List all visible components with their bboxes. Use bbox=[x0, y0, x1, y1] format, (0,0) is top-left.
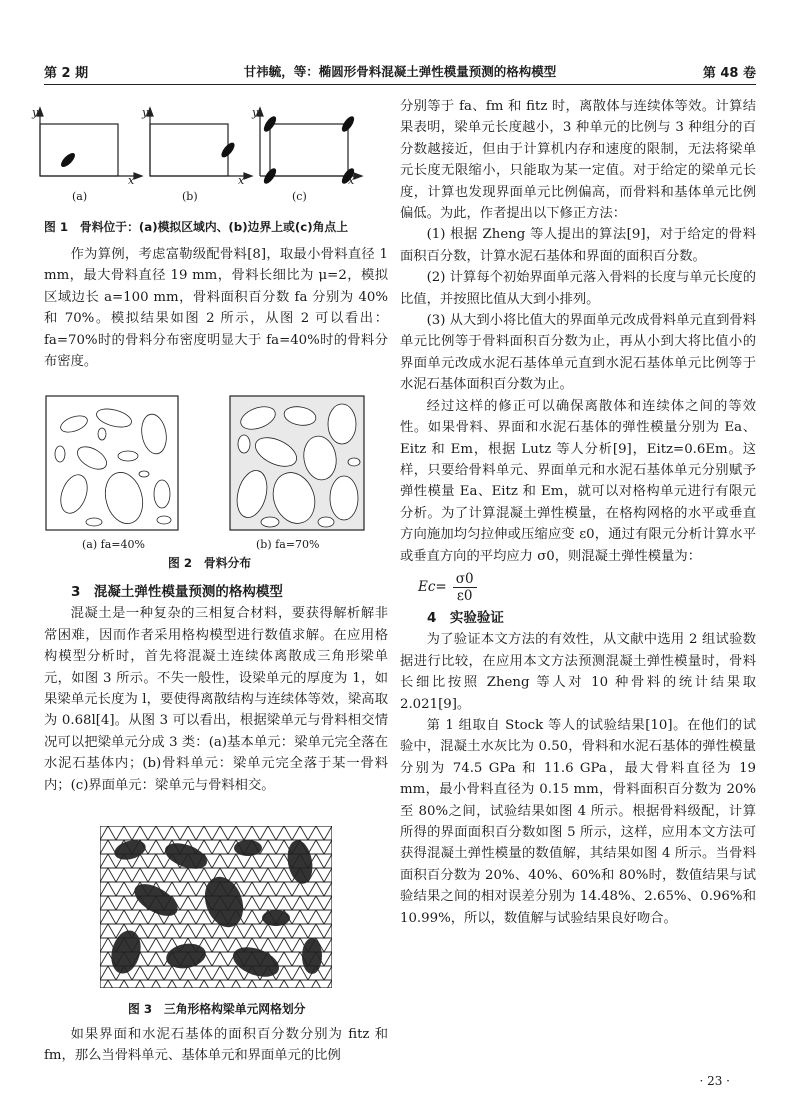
fig2-sub-b: (b) fa=70% bbox=[256, 538, 320, 551]
page-number: · 23 · bbox=[699, 1074, 730, 1088]
formula-numerator: σ0 bbox=[453, 571, 477, 588]
fig1-panel-b-label: (b) bbox=[182, 190, 198, 203]
paragraph-step-3: (3) 从大到小将比值大的界面单元改成骨料单元直到骨料单元比例等于骨料面积百分数为止，再从小到大将比值小的界面单元改成水泥石基体单元直到水泥石基体单元比例等于水泥石基体面积百分数为止。 bbox=[400, 313, 756, 393]
section-3-heading: 3 混凝土弹性模量预测的格构模型 bbox=[71, 584, 283, 600]
fig1-y-label-c: y bbox=[252, 106, 259, 119]
figure-3-lattice-mesh bbox=[100, 826, 332, 988]
fig1-x-label-a: x bbox=[128, 174, 135, 187]
paragraph-step-1: (1) 根据 Zheng 等人提出的算法[9]，对于给定的骨料面积百分数，计算水泥石基体和界面的面积百分数。 bbox=[400, 227, 756, 264]
left-column-top bbox=[44, 244, 388, 372]
left-column-middle bbox=[44, 582, 388, 796]
paragraph-step-2: (2) 计算每个初始界面单元落入骨料的长度与单元长度的比值，并按照比值从大到小排列。 bbox=[400, 270, 756, 307]
running-title: 甘祎毓，等：椭圆形骨料混凝土弹性模量预测的格构模型 bbox=[243, 64, 557, 79]
paragraph-stock-results: 第 1 组取自 Stock 等人的试验结果[10]。在他们的试验中，混凝土水灰比为 0.50，骨料和水泥石基体的弹性模量分别为 74.5 GPa 和 11.6 GPa，最大骨料直径为 19 mm，最小骨料直径为 0.15 mm，骨料面积百分数为 20%至 80%之间，试验结果如图 4 所示。根据骨料级配，计算所得的界面面积百分数如图 5 所示，这样，应用本文方法可获得混凝土弹性模量的数值解，其结果如图 4 所示。当骨料面积百分数为 20%、40%、60%和 80%时，数值结果与试验结果之间的相对误差分别为 14.48%、2.65%、0.96%和 10.99%，所以，数值解与试验结果良好吻合。 bbox=[400, 717, 756, 926]
figure-2-aggregate-distribution bbox=[44, 394, 384, 534]
paragraph-modulus-method: 经过这样的修正可以确保离散体和连续体之间的等效性。如果骨料、界面和水泥石基体的弹性模量分别为 Ea、Eitz 和 Em，根据 Lutz 等人分析[9]，Eitz=0.6Em。这样，只要给骨料单元、界面单元和水泥石基体单元分别赋予弹性模量 Ea、Eitz 和 Em，就可以对格构单元进行有限元分析。为了计算混凝土弹性模量，在格构网格的水平或垂直方向施加均匀拉伸或压缩应变 ε0，通过有限元分析计算水平或垂直方向的平均应力 σ0，则混凝土弹性模量为： bbox=[400, 398, 756, 564]
fig1-panel-a-label: (a) bbox=[72, 190, 88, 203]
figure-3-caption: 图 3 三角形格构梁单元网格划分 bbox=[128, 1002, 306, 1016]
paragraph-lattice-model: 混凝土是一种复杂的三相复合材料，要获得解析解非常困难，因而作者采用格构模型进行数值求解。在应用格构模型分析时，首先将混凝土连续体离散成三角形梁单元，如图 3 所示。不失一般性，设梁单元的厚度为 1，如果梁单元长度为 l，要使得离散结构与连续体等效，梁高取为 0.68l[4]。从图 3 可以看出，根据梁单元与骨料相交情况可以把梁单元分成 3 类：(a)基本单元：梁单元完全落在水泥石基体内；(b)骨料单元：梁单元完全落于某一骨料内；(c)界面单元：梁单元与骨料相交。 bbox=[44, 606, 388, 793]
fig1-x-label-b: x bbox=[238, 174, 245, 187]
header-rule bbox=[44, 84, 756, 85]
modulus-formula bbox=[418, 571, 756, 604]
issue-label: 第 2 期 bbox=[44, 66, 89, 81]
section-4-heading: 4 实验验证 bbox=[427, 609, 504, 626]
paragraph-equivalence: 分别等于 fa、fm 和 fitz 时，离散体与连续体等效。计算结果表明，梁单元长度越小，3 种单元的比例与 3 种组分的百分数越接近，但由于计算机内存和速度的限制，无法将梁单元长度无限缩小，只能取为某一定值。对于给定的梁单元长度，计算也发现界面单元比例偏高，而骨料和基体单元比例偏低。为此，作者提出以下修正方法： bbox=[400, 99, 756, 222]
paragraph-validation-intro: 为了验证本文方法的有效性，从文献中选用 2 组试验数据进行比较，在应用本文方法预测混凝土弹性模量时，骨料长细比按照 Zheng 等人对 10 种骨料的统计结果取 2.021[9]。 bbox=[400, 632, 756, 712]
left-column-bottom bbox=[44, 1024, 388, 1067]
fig1-y-label-b: y bbox=[142, 106, 149, 119]
fig2-sub-a: (a) fa=40% bbox=[82, 538, 145, 551]
figure-2-caption: 图 2 骨料分布 bbox=[168, 556, 252, 570]
fig1-y-label-a: y bbox=[32, 106, 39, 119]
formula-fraction bbox=[453, 571, 477, 604]
figure-1-caption: 图 1 骨料位于：(a)模拟区域内、(b)边界上或(c)角点上 bbox=[44, 220, 349, 234]
volume-label: 第 48 卷 bbox=[702, 66, 756, 81]
paragraph-element-ratio: 如果界面和水泥石基体的面积百分数分别为 fitz 和 fm，那么当骨料单元、基体单元和界面单元的比例 bbox=[44, 1027, 388, 1064]
right-column bbox=[400, 96, 756, 929]
running-header bbox=[44, 62, 756, 84]
paragraph-example: 作为算例，考虑富勒级配骨料[8]，取最小骨料直径 1 mm，最大骨料直径 19 mm，骨料长细比为 μ=2，模拟区域边长 a=100 mm，骨料面积百分数 fa 分别为 40%和 70%。模拟结果如图 2 所示，从图 2 可以看出：fa=70%时的骨料分布密度明显大于 fa=40%时的骨料分布密度。 bbox=[44, 247, 388, 370]
fig1-x-label-c: x bbox=[348, 174, 355, 187]
formula-lhs: Ec= bbox=[418, 578, 447, 595]
formula-denominator: ε0 bbox=[456, 587, 473, 604]
fig1-panel-c-label: (c) bbox=[292, 190, 307, 203]
